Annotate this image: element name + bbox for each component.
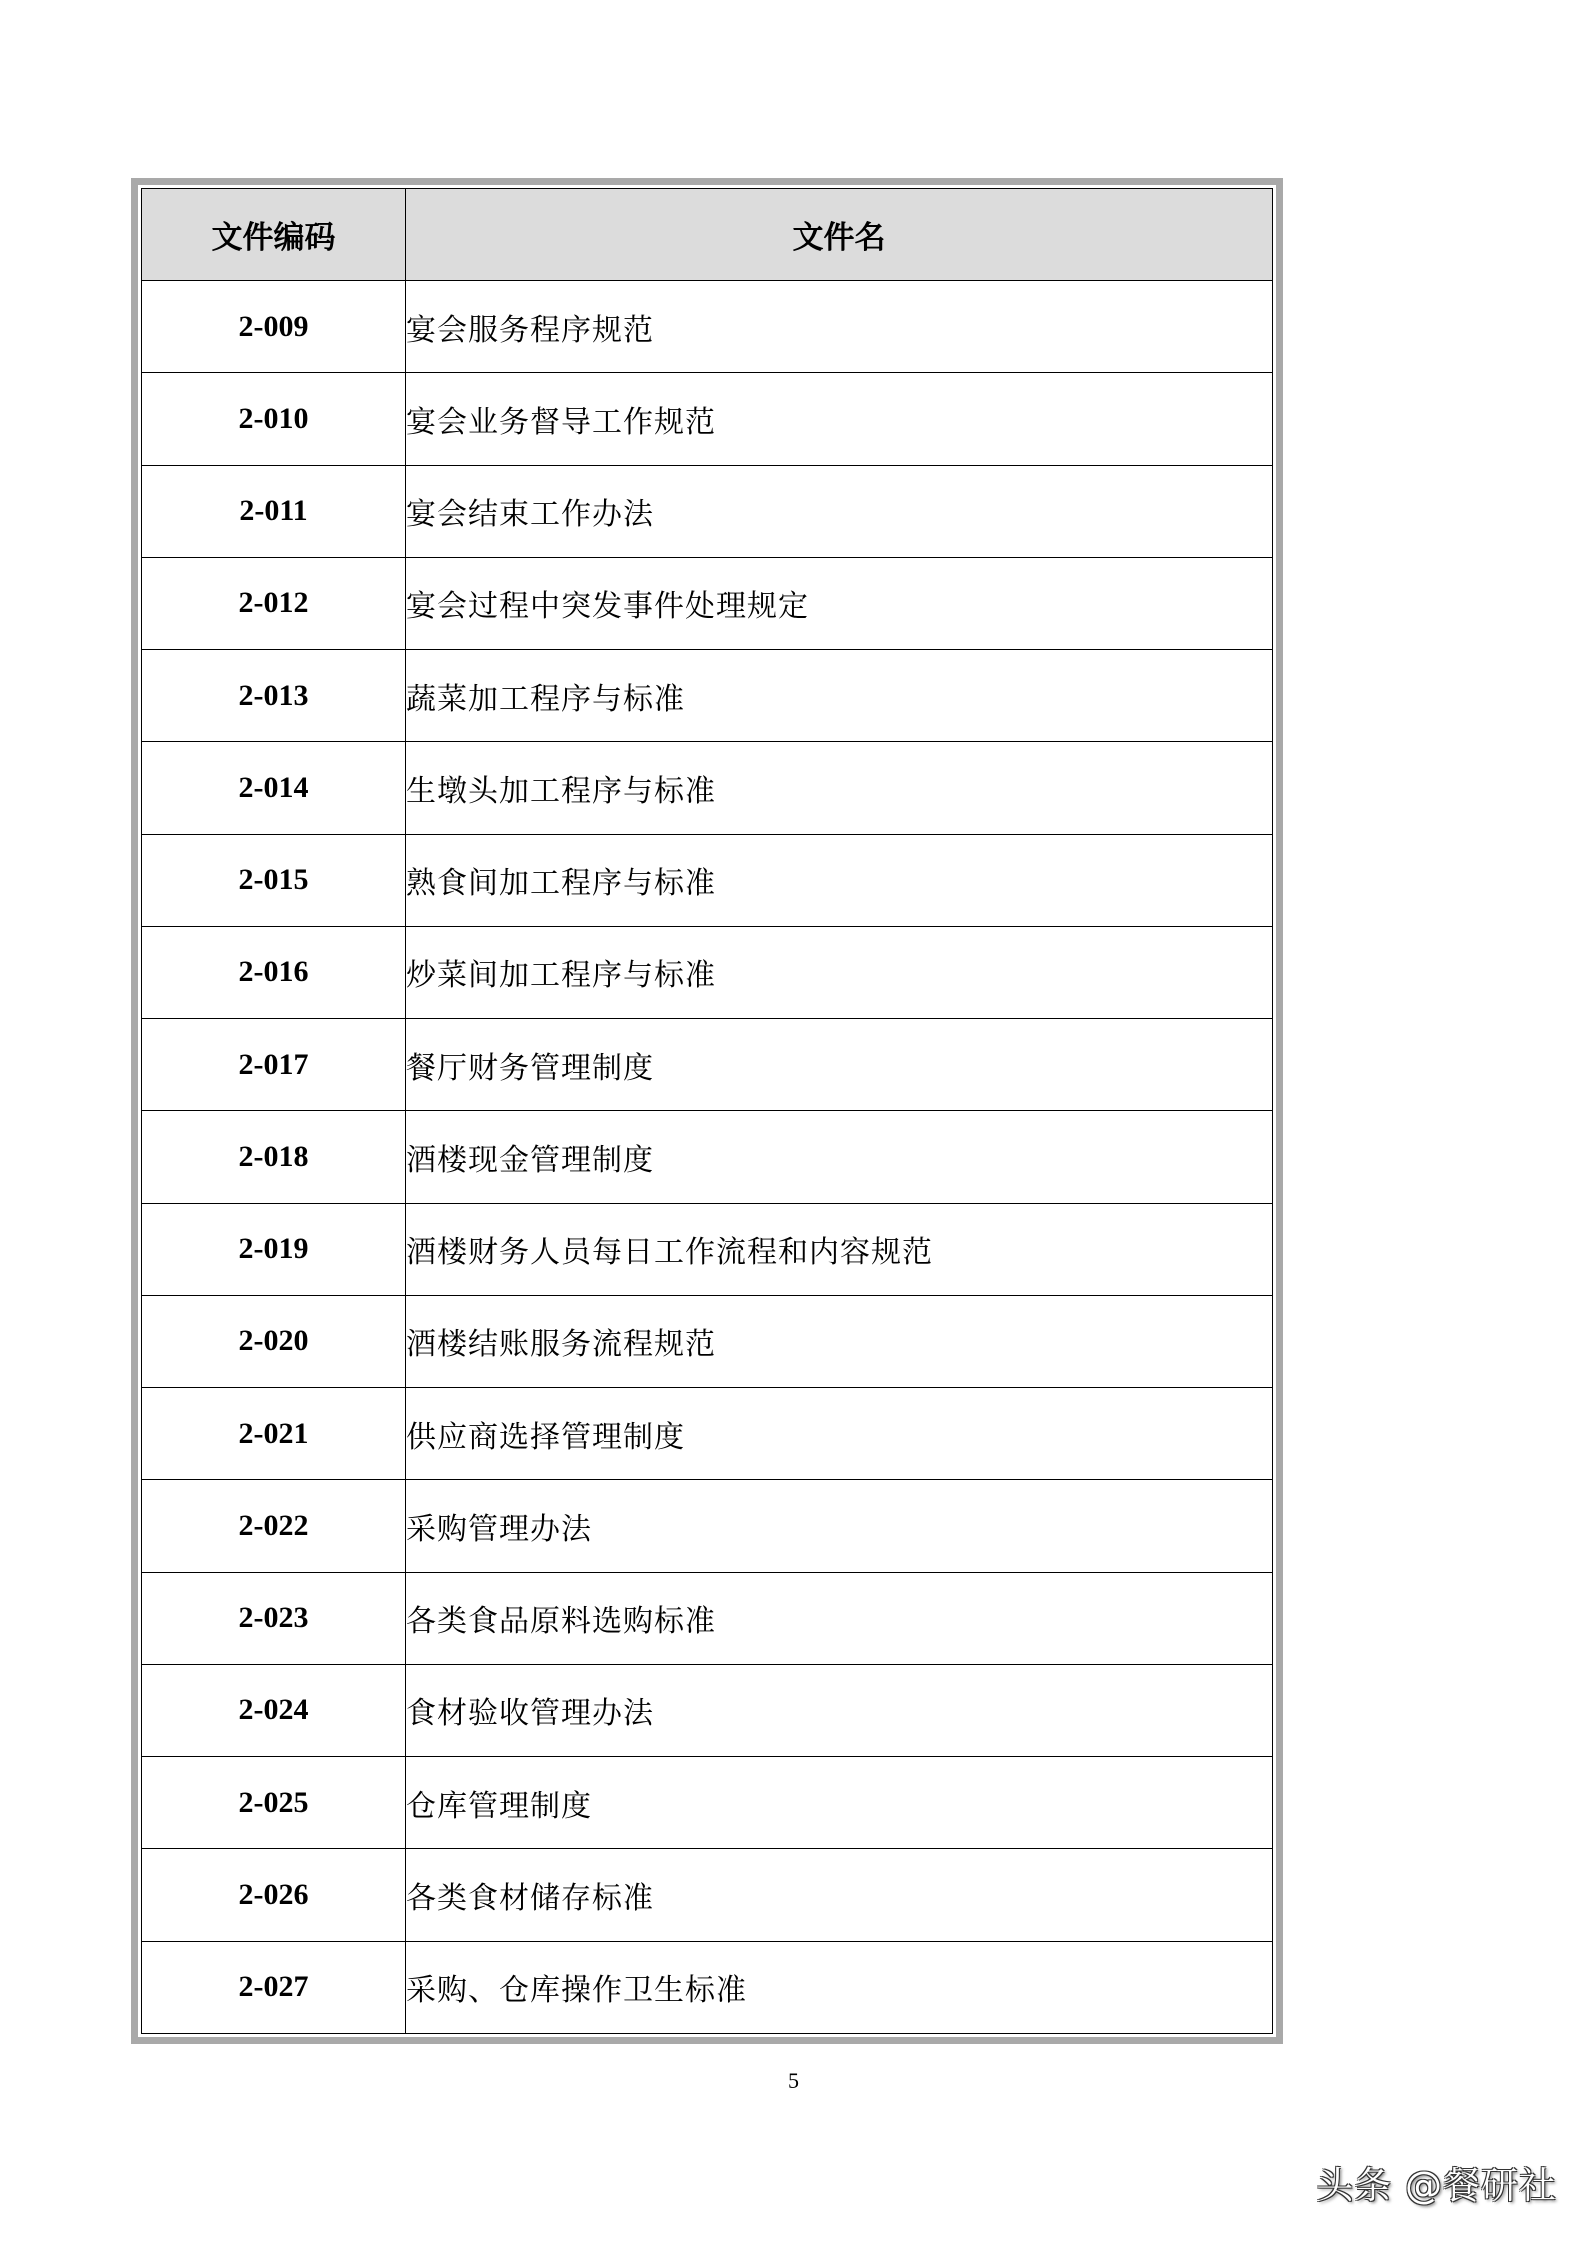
file-code-cell: 2-013	[142, 650, 406, 742]
table-row	[142, 1295, 1273, 1387]
table-row	[142, 465, 1273, 557]
file-code-cell: 2-020	[142, 1295, 406, 1387]
file-code-cell: 2-023	[142, 1572, 406, 1664]
file-table	[141, 188, 1273, 2034]
file-name-cell: 宴会业务督导工作规范	[406, 373, 1273, 465]
file-name-cell: 各类食品原料选购标准	[406, 1572, 1273, 1664]
file-name-cell: 各类食材储存标准	[406, 1849, 1273, 1941]
file-code-cell: 2-015	[142, 834, 406, 926]
table-row	[142, 1388, 1273, 1480]
table-row	[142, 1480, 1273, 1572]
file-name-cell: 炒菜间加工程序与标准	[406, 926, 1273, 1018]
file-name-cell: 采购管理办法	[406, 1480, 1273, 1572]
table-header-row	[142, 189, 1273, 281]
file-code-cell: 2-010	[142, 373, 406, 465]
file-name-cell: 宴会结束工作办法	[406, 465, 1273, 557]
table-row	[142, 1572, 1273, 1664]
file-name-cell: 食材验收管理办法	[406, 1664, 1273, 1756]
table-row	[142, 1203, 1273, 1295]
file-table-frame	[131, 178, 1283, 2044]
table-row	[142, 834, 1273, 926]
file-name-cell: 酒楼结账服务流程规范	[406, 1295, 1273, 1387]
watermark: 头条 @餐研社	[1316, 2164, 1557, 2207]
file-code-cell: 2-019	[142, 1203, 406, 1295]
table-row	[142, 1019, 1273, 1111]
table-body	[142, 281, 1273, 2034]
file-code-cell: 2-024	[142, 1664, 406, 1756]
file-name-cell: 仓库管理制度	[406, 1757, 1273, 1849]
header-file-name: 文件名	[406, 189, 1273, 281]
file-code-cell: 2-014	[142, 742, 406, 834]
file-code-cell: 2-009	[142, 281, 406, 373]
file-code-cell: 2-017	[142, 1019, 406, 1111]
file-code-cell: 2-025	[142, 1757, 406, 1849]
table-row	[142, 557, 1273, 649]
file-name-cell: 熟食间加工程序与标准	[406, 834, 1273, 926]
file-code-cell: 2-026	[142, 1849, 406, 1941]
table-row	[142, 1664, 1273, 1756]
file-name-cell: 宴会服务程序规范	[406, 281, 1273, 373]
header-file-code: 文件编码	[142, 189, 406, 281]
file-name-cell: 酒楼现金管理制度	[406, 1111, 1273, 1203]
page-number: 5	[788, 2068, 799, 2093]
table-row	[142, 1849, 1273, 1941]
file-name-cell: 生墩头加工程序与标准	[406, 742, 1273, 834]
table-row	[142, 1111, 1273, 1203]
table-row	[142, 373, 1273, 465]
file-code-cell: 2-027	[142, 1941, 406, 2034]
table-row	[142, 1757, 1273, 1849]
table-row	[142, 281, 1273, 373]
file-name-cell: 餐厅财务管理制度	[406, 1019, 1273, 1111]
table-row	[142, 742, 1273, 834]
file-name-cell: 采购、仓库操作卫生标准	[406, 1941, 1273, 2034]
file-code-cell: 2-016	[142, 926, 406, 1018]
table-row	[142, 1941, 1273, 2034]
file-name-cell: 供应商选择管理制度	[406, 1388, 1273, 1480]
file-name-cell: 酒楼财务人员每日工作流程和内容规范	[406, 1203, 1273, 1295]
file-code-cell: 2-011	[142, 465, 406, 557]
table-row	[142, 650, 1273, 742]
file-code-cell: 2-012	[142, 557, 406, 649]
file-code-cell: 2-021	[142, 1388, 406, 1480]
file-name-cell: 宴会过程中突发事件处理规定	[406, 557, 1273, 649]
file-name-cell: 蔬菜加工程序与标准	[406, 650, 1273, 742]
file-code-cell: 2-022	[142, 1480, 406, 1572]
file-code-cell: 2-018	[142, 1111, 406, 1203]
table-row	[142, 926, 1273, 1018]
